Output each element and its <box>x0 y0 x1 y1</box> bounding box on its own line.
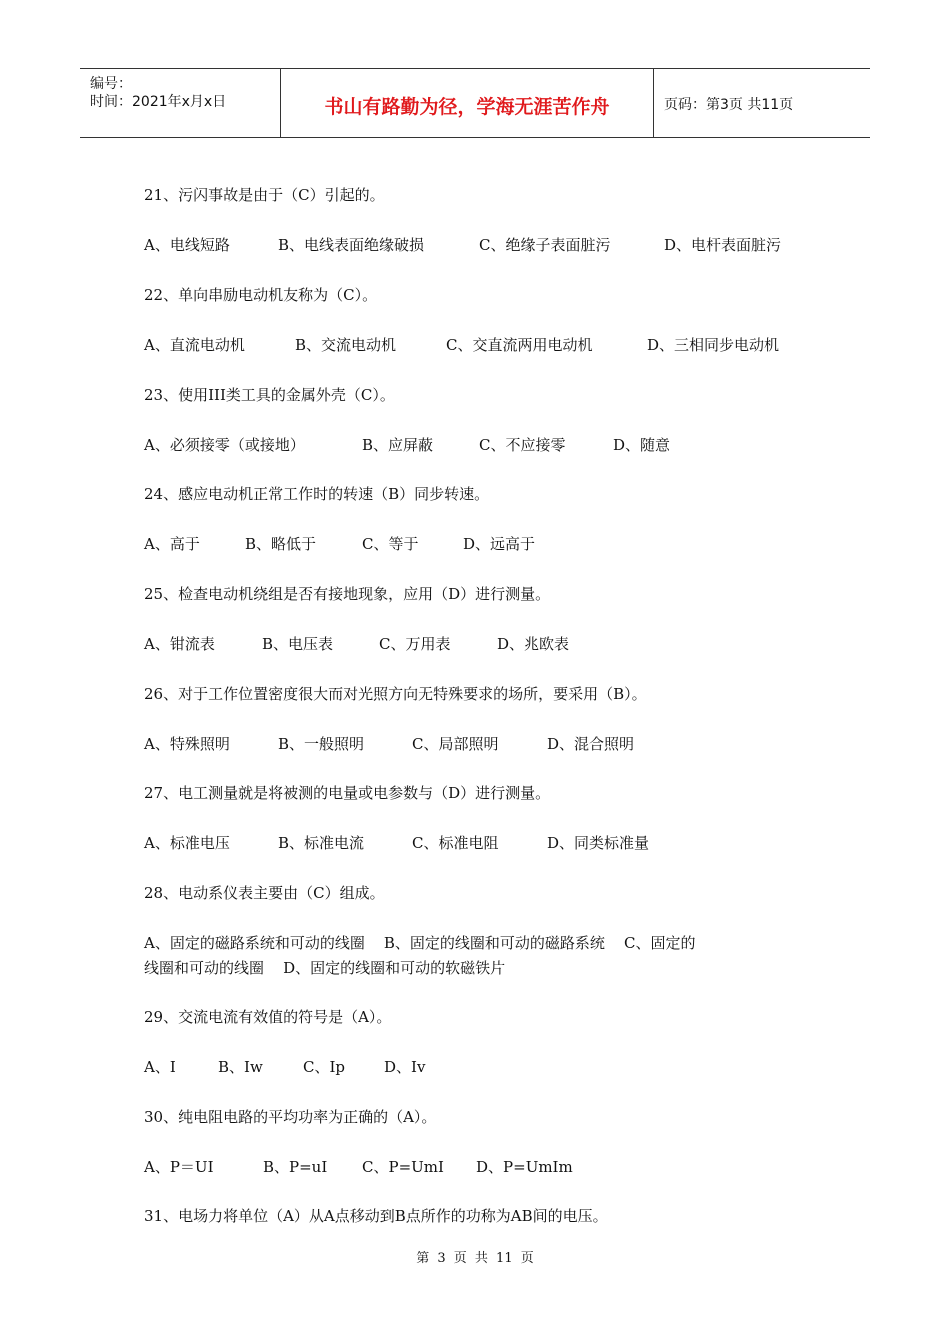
question-29: 29、交流电流有效值的符号是（A）。 <box>144 1008 392 1026</box>
option: D、Iv <box>384 1058 426 1076</box>
option: A、必须接零（或接地） <box>144 436 305 454</box>
option: C、标准电阻 <box>412 834 499 852</box>
options-22 <box>144 334 779 356</box>
question-22: 22、单向串励电动机友称为（C）。 <box>144 286 378 304</box>
option: B、Iw <box>218 1058 263 1076</box>
page-footer: 第 3 页 共 11 页 <box>416 1251 534 1266</box>
question-30: 30、纯电阻电路的平均功率为正确的（A）。 <box>144 1108 437 1126</box>
number-label: 编号： <box>90 76 132 92</box>
option: B、P=uI <box>263 1158 328 1176</box>
option: D、随意 <box>613 436 671 454</box>
options-28-line-1: A、固定的磁路系统和可动的线圈 B、固定的线圈和可动的磁路系统 C、固定的 <box>144 934 696 952</box>
option: B、应屏蔽 <box>362 436 434 454</box>
question-27: 27、电工测量就是将被测的电量或电参数与（D）进行测量。 <box>144 784 551 802</box>
options-21 <box>144 234 781 256</box>
option: C、P=UmI <box>362 1158 444 1176</box>
option: A、电线短路 <box>144 236 230 254</box>
option: B、电线表面绝缘破损 <box>278 236 425 254</box>
option: D、同类标准量 <box>547 834 650 852</box>
option: A、P＝UI <box>144 1158 214 1176</box>
question-31: 31、电场力将单位（A）从A点移动到B点所作的功称为AB间的电压。 <box>144 1207 608 1225</box>
question-26: 26、对于工作位置密度很大而对光照方向无特殊要求的场所，要采用（B）。 <box>144 685 647 703</box>
option: C、不应接零 <box>479 436 566 454</box>
option: D、三相同步电动机 <box>647 336 780 354</box>
options-26 <box>144 733 634 755</box>
option: A、特殊照明 <box>144 735 230 753</box>
options-30 <box>144 1156 573 1178</box>
option: A、高于 <box>144 535 200 553</box>
option: D、混合照明 <box>547 735 635 753</box>
question-28: 28、电动系仪表主要由（C）组成。 <box>144 884 385 902</box>
option: B、略低于 <box>245 535 317 553</box>
question-24: 24、感应电动机正常工作时的转速（B）同步转速。 <box>144 485 490 503</box>
option: C、Ip <box>303 1058 346 1076</box>
options-24 <box>144 533 535 555</box>
option: A、标准电压 <box>144 834 230 852</box>
options-29 <box>144 1056 425 1078</box>
header-right-cell <box>654 69 870 137</box>
options-25 <box>144 633 569 655</box>
motto: 书山有路勤为径，学海无涯苦作舟 <box>324 96 610 118</box>
option: B、标准电流 <box>278 834 365 852</box>
option: C、交直流两用电动机 <box>446 336 593 354</box>
option: B、电压表 <box>262 635 334 653</box>
option: A、I <box>144 1058 176 1076</box>
header-left-cell <box>80 69 281 137</box>
option: B、交流电动机 <box>295 336 397 354</box>
option: D、P=UmIm <box>476 1158 573 1176</box>
header-motto-cell <box>281 69 654 137</box>
time-label: 时间：2021年x月x日 <box>90 94 227 110</box>
options-27 <box>144 832 649 854</box>
options-28-line-2: 线圈和可动的线圈 D、固定的线圈和可动的软磁铁片 <box>144 959 506 977</box>
option: B、一般照明 <box>278 735 365 753</box>
page-header <box>80 68 870 138</box>
option: C、绝缘子表面脏污 <box>479 236 611 254</box>
option: D、兆欧表 <box>497 635 570 653</box>
option: D、远高于 <box>463 535 536 553</box>
question-21: 21、污闪事故是由于（C）引起的。 <box>144 186 385 204</box>
option: C、等于 <box>362 535 419 553</box>
question-23: 23、使用III类工具的金属外壳（C）。 <box>144 386 395 404</box>
options-23 <box>144 434 670 456</box>
page-info: 页码：第3页 共11页 <box>664 97 794 113</box>
option: C、局部照明 <box>412 735 499 753</box>
option: D、电杆表面脏污 <box>664 236 782 254</box>
option: A、直流电动机 <box>144 336 245 354</box>
option: C、万用表 <box>379 635 451 653</box>
question-25: 25、检查电动机绕组是否有接地现象，应用（D）进行测量。 <box>144 585 551 603</box>
option: A、钳流表 <box>144 635 215 653</box>
